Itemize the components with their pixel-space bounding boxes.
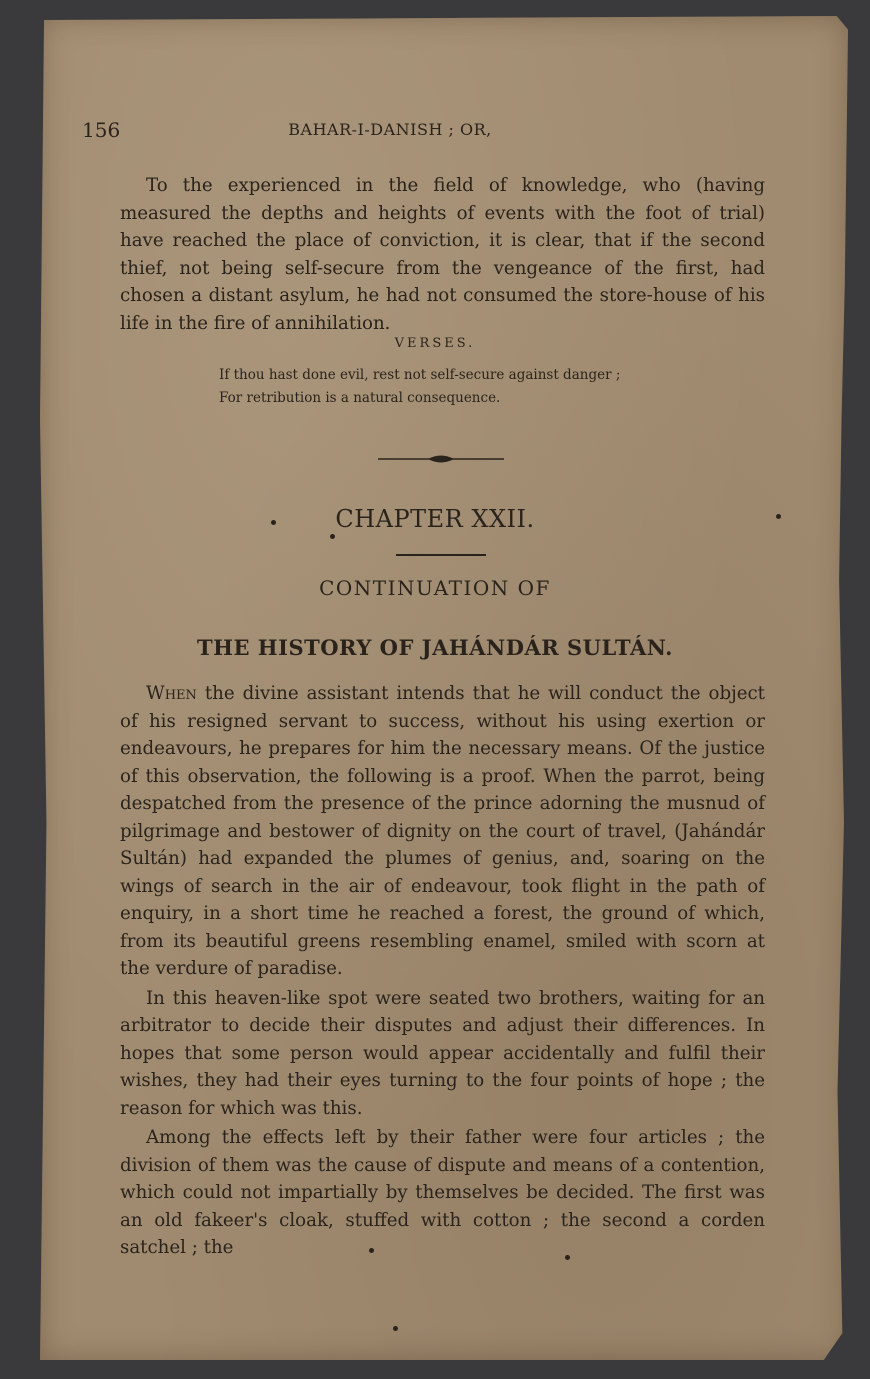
- body-paragraph-2: In this heaven-like spot were seated two brothers, waiting for an arbitrator to decide their disputes and adjust their differences. In hopes that some person would appear accidentally and fulfil their wishes, they had their eyes turning to the four points of hope ; the reason for which was this.: [120, 987, 765, 1119]
- body-paragraph-1-text: the divine assistant intends that he will conduct the object of his resigned servant to success, without his using exertion or endeavours, he prepares for him the necessary means. Of the justice of this observation, the following is a proof. When the parrot, being despatched from the presence of the prince adorning the musnud of pilgrimage and bestower of dignity on the court of travel, (Jahándár Sultán) had expanded the plumes of genius, and, soaring on the wings of search in the air of endeavour, took flight in the path of enquiry, in a short time he reached a forest, the ground of which, from its beautiful greens resembling enamel, smiled with scorn at the verdure of paradise.: [120, 683, 765, 979]
- opening-word: When: [146, 683, 197, 704]
- ink-speck: [330, 534, 335, 539]
- ink-speck: [369, 1248, 374, 1253]
- body-paragraph-1: [120, 680, 765, 983]
- chapter-rule: [396, 554, 486, 556]
- chapter-heading: THE HISTORY OF JAHÁNDÁR SULTÁN.: [197, 635, 673, 660]
- ink-speck: [565, 1255, 570, 1260]
- ink-speck: [271, 520, 276, 525]
- chapter-title: CHAPTER XXII.: [335, 505, 535, 533]
- verse-line-1: If thou hast done evil, rest not self-secure against danger ;: [219, 367, 621, 383]
- running-header: [80, 118, 700, 148]
- chapter-subtitle: CONTINUATION OF: [319, 576, 551, 600]
- ink-speck: [393, 1326, 398, 1331]
- body-text: [120, 680, 765, 1262]
- ink-speck: [776, 514, 781, 519]
- verses-heading: VERSES.: [394, 336, 476, 351]
- intro-paragraph-block: [120, 172, 765, 337]
- intro-paragraph: To the experienced in the field of knowledge, who (having measured the depths and heights of events with the foot of trial) have reached the place of conviction, it is clear, that if the second thief, not being self-secure from the vengeance of the first, had chosen a distant asylum, he had not consumed the store-house of his life in the fire of annihilation.: [120, 175, 765, 334]
- page-number: 156: [82, 118, 121, 142]
- ornament-divider: [378, 452, 504, 466]
- body-paragraph-3: Among the effects left by their father were four articles ; the division of them was the cause of dispute and means of a contention, which could not impartially by themselves be decided. The first was an old fakeer's cloak, stuffed with cotton ; the second a corden satchel ; the: [120, 1127, 765, 1258]
- running-title: BAHAR-I-DANISH ; OR,: [288, 120, 492, 139]
- verse-line-2: For retribution is a natural consequence.: [219, 390, 501, 406]
